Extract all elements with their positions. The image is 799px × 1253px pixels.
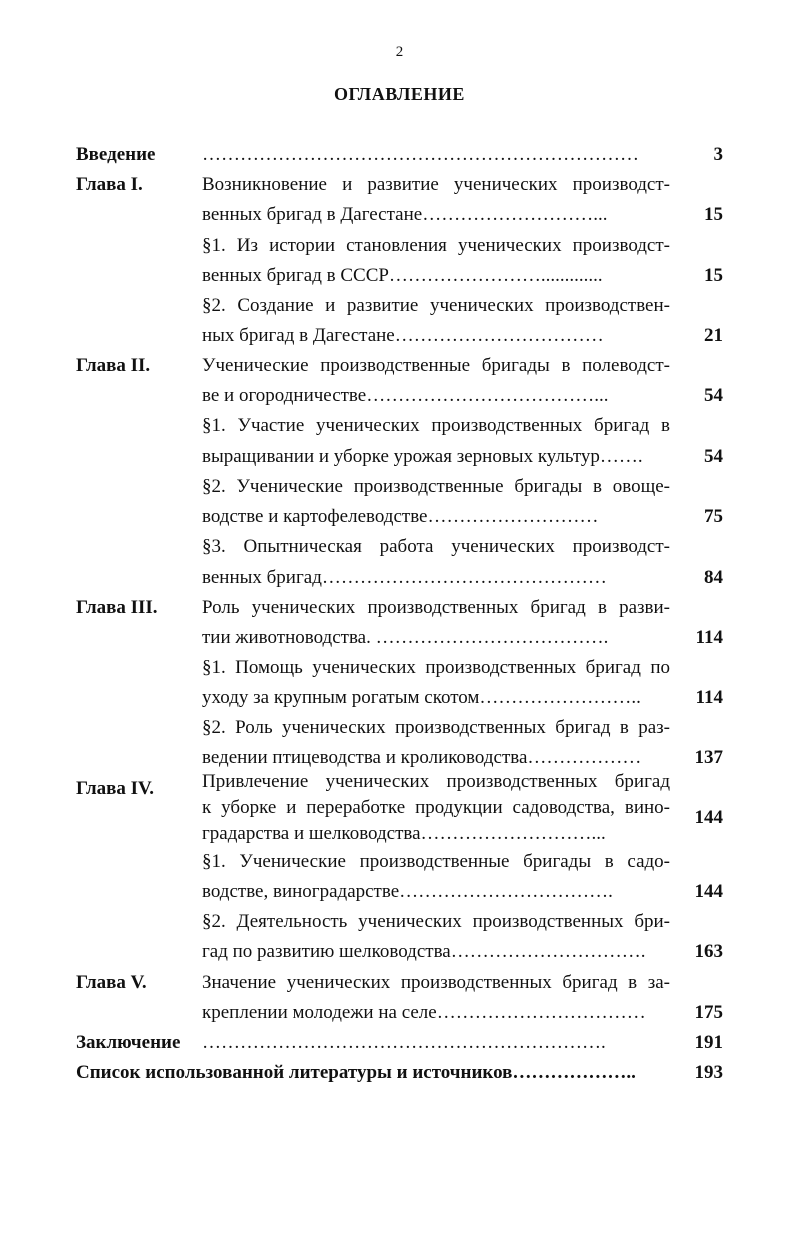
toc-label-intro: Введение bbox=[76, 144, 156, 165]
toc-text-line: венных бригад в СССР……………………............. bbox=[202, 265, 603, 286]
toc-page-section-1-1: 15 bbox=[704, 265, 723, 286]
toc-leader: ………………………………………………………. bbox=[202, 1032, 606, 1053]
toc-page-section-3-1: 114 bbox=[695, 687, 723, 708]
toc-page-conclusion: 191 bbox=[694, 1032, 723, 1053]
toc-text-line: градарства и шелководства………………………... bbox=[202, 823, 606, 844]
toc-label-chapter-1: Глава I. bbox=[76, 174, 143, 195]
toc-text-line: §1. Участие ученических производственных бригад в bbox=[202, 415, 670, 436]
toc-label-chapter-5: Глава V. bbox=[76, 972, 147, 993]
toc-label-sources: Список использованной литературы и источников……………….. bbox=[76, 1062, 636, 1083]
toc-text-line: §2. Деятельность ученических производственных бри- bbox=[202, 911, 670, 932]
toc-page-section-2-3: 84 bbox=[704, 567, 723, 588]
toc-text-line: §2. Роль ученических производственных бригад в раз- bbox=[202, 717, 670, 738]
toc-text-line: уходу за крупным рогатым скотом…………………….. bbox=[202, 687, 641, 708]
toc-text-line: водстве, виноградарстве……………………………. bbox=[202, 881, 613, 902]
toc-page-chapter-2: 54 bbox=[704, 385, 723, 406]
toc-text-line: ведении птицеводства и кролиководства……………… bbox=[202, 747, 642, 768]
toc-page-section-4-2: 163 bbox=[694, 941, 723, 962]
toc-text-line: Роль ученических производственных бригад в разви- bbox=[202, 597, 670, 618]
toc-label-chapter-2: Глава II. bbox=[76, 355, 151, 376]
toc-page-chapter-5: 175 bbox=[694, 1002, 723, 1023]
toc-page-sources: 193 bbox=[694, 1062, 723, 1083]
toc-text-line: венных бригад……………………………………… bbox=[202, 567, 607, 588]
toc-text-line: выращивании и уборке урожая зерновых культур……. bbox=[202, 446, 643, 467]
toc-text-line: к уборке и переработке продукции садоводства, вино- bbox=[202, 797, 670, 818]
toc-text-line: Ученические производственные бригады в полеводст- bbox=[202, 355, 670, 376]
toc-page-chapter-4: 144 bbox=[694, 807, 723, 828]
toc-text-line: Значение ученических производственных бригад в за- bbox=[202, 972, 670, 993]
toc-text-line: ных бригад в Дагестане…………………………… bbox=[202, 325, 604, 346]
toc-text-line: Возникновение и развитие ученических производст- bbox=[202, 174, 670, 195]
toc-page-chapter-1: 15 bbox=[704, 204, 723, 225]
toc-text-line: ве и огородничестве………………………………... bbox=[202, 385, 609, 406]
toc-text-line: водстве и картофелеводстве……………………… bbox=[202, 506, 599, 527]
toc-page-section-4-1: 144 bbox=[694, 881, 723, 902]
toc-page-intro: 3 bbox=[713, 144, 723, 165]
toc-label-chapter-3: Глава III. bbox=[76, 597, 158, 618]
toc-page-section-3-2: 137 bbox=[694, 747, 723, 768]
toc-text-line: §1. Ученические производственные бригады в садо- bbox=[202, 851, 670, 872]
toc-page-chapter-3: 114 bbox=[695, 627, 723, 648]
toc-label-chapter-4: Глава IV. bbox=[76, 778, 155, 799]
toc-page-section-2-2: 75 bbox=[704, 506, 723, 527]
toc-text-line: §2. Ученические производственные бригады в овоще- bbox=[202, 476, 670, 497]
toc-page-section-2-1: 54 bbox=[704, 446, 723, 467]
toc-text-line: §3. Опытническая работа ученических производст- bbox=[202, 536, 670, 557]
toc-text-line: §1. Помощь ученических производственных бригад по bbox=[202, 657, 670, 678]
toc-text-line: §2. Создание и развитие ученических производствен- bbox=[202, 295, 670, 316]
toc-text-line: §1. Из истории становления ученических производст- bbox=[202, 235, 670, 256]
toc-page-section-1-2: 21 bbox=[704, 325, 723, 346]
toc-text-line: Привлечение ученических производственных бригад bbox=[202, 771, 670, 792]
toc-text-line: креплении молодежи на селе…………………………… bbox=[202, 1002, 646, 1023]
toc-text-line: тии животноводства. ………………………………. bbox=[202, 627, 609, 648]
page-title: ОГЛАВЛЕНИЕ bbox=[334, 84, 465, 104]
toc-text-line: гад по развитию шелководства…………………………. bbox=[202, 941, 646, 962]
toc-label-conclusion: Заключение bbox=[76, 1032, 181, 1053]
toc-text-line: венных бригад в Дагестане………………………... bbox=[202, 204, 608, 225]
page-number: 2 bbox=[395, 44, 404, 60]
toc-leader: …………………………………………………………… bbox=[202, 144, 639, 165]
